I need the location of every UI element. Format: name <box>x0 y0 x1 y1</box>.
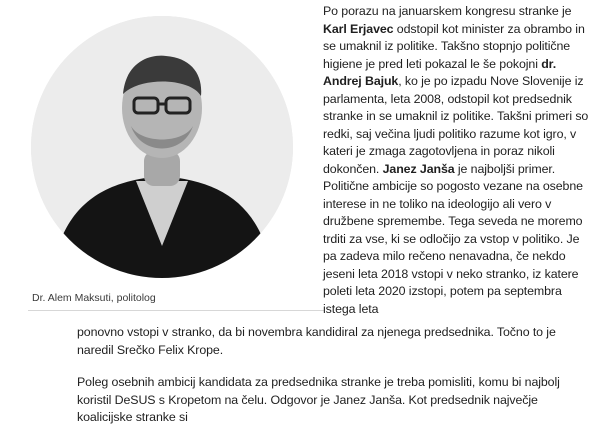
article-paragraph-2: Poleg osebnih ambicij kandidata za predsednika stranke je treba pomisliti, komu bi najbolj koristil DeSUS s Kropetom na čelu. Odgovor je Janez Janša. Kot predsednik največje koalicijske stranke si <box>77 375 560 424</box>
text-run: Po porazu na januarskem kongresu stranke je <box>323 4 572 18</box>
text-run: odstopil kot minister za obrambo in se umaknil iz politike. Takšno stopnjo politične higiene je pred leti pokazal le še pokojni <box>323 21 585 71</box>
portrait-figure <box>14 0 314 310</box>
caption-divider <box>28 310 324 311</box>
article-column <box>323 3 595 318</box>
article-body-full-width <box>77 324 592 427</box>
article-paragraph-1-continued: ponovno vstopi v stranko, da bi novembra kandidiral za njenega predsednika. Točno to je naredil Srečko Felix Krope. <box>77 325 556 357</box>
person-name-karl-erjavec: Karl Erjavec <box>323 21 394 36</box>
person-name-andrej-bajuk: dr. Andrej Bajuk <box>323 56 557 88</box>
figure-caption: Dr. Alem Maksuti, politolog <box>32 292 156 304</box>
article-paragraph-1 <box>323 3 595 318</box>
portrait-photo <box>31 16 293 278</box>
text-run: , ko je po izpadu Nove Slovenije iz parlamenta, leta 2008, odstopil kot predsednik stranke in se umaknil iz politike. Takšni primeri so redki, saj večina ljudi politiko razume kot igro, v kateri je zmaga zagotovljena in poraz nikoli dokončen. <box>323 74 589 176</box>
person-name-janez-jansa: Janez Janša <box>382 161 455 176</box>
text-run: je najboljši primer. Politične ambicije so pogosto vezane na osebne interese in ne toliko na ideologijo ali vero v družbene spremembe. Tega seveda ne moremo trditi za vse, ki se odločijo za vstop v politiko. Je pa zadeva milo rečeno nenavadna, če nekdo jeseni leta 2018 vstopi v neko stranko, iz katere poleti leta 2020 izstopi, potem pa septembra istega leta <box>323 161 583 316</box>
